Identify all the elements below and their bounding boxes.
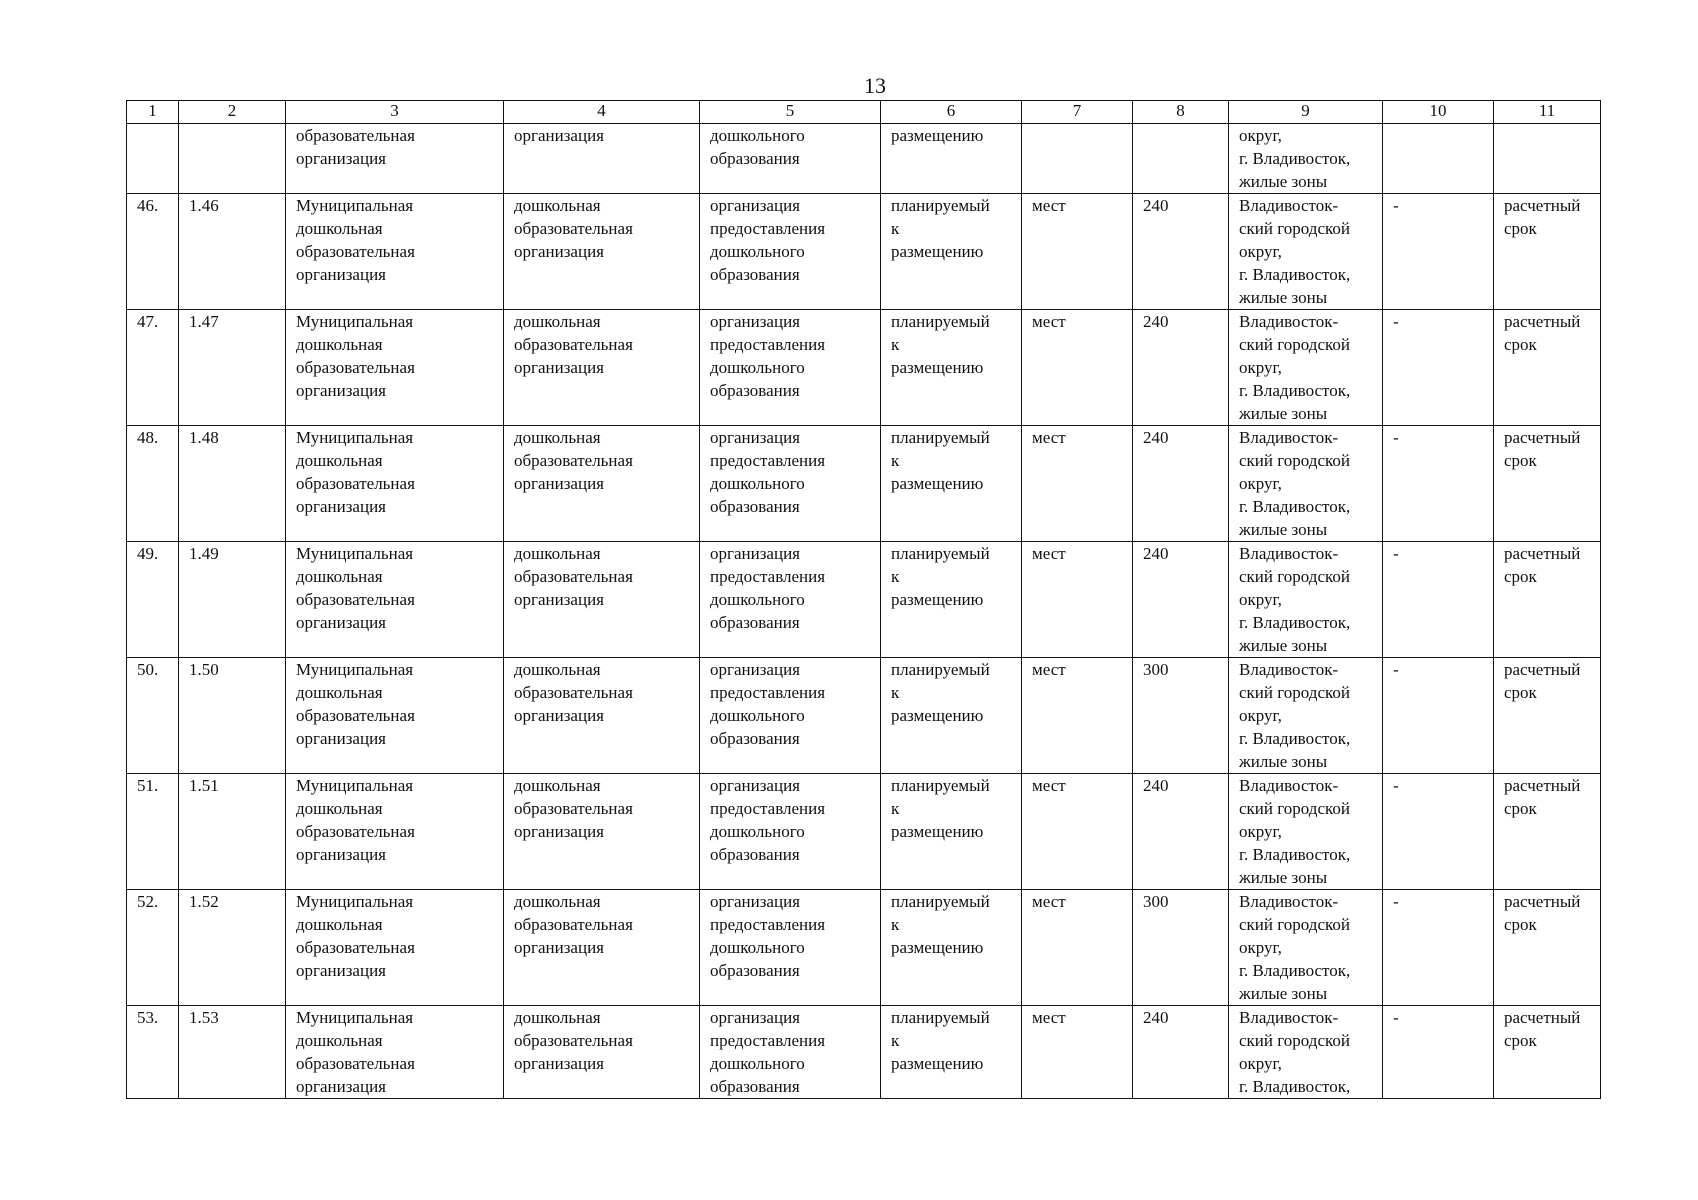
cell-line: срок (1504, 335, 1537, 354)
cell-line: планируемый (891, 196, 990, 215)
cell-line: организация (514, 938, 604, 957)
cell-capacity: 240 (1133, 426, 1229, 542)
cell-line: жилые зоны (1239, 984, 1328, 1003)
cell-line: образовательная (296, 706, 415, 725)
cell-line: расчетный (1504, 892, 1581, 911)
cell-line: к (891, 683, 900, 702)
cell-line: округ, (1239, 822, 1282, 841)
cell-term (1494, 1006, 1601, 1099)
cell-line: организация (514, 474, 604, 493)
cell-line: срок (1504, 567, 1537, 586)
cell-line: к (891, 1031, 900, 1050)
cell-col11 (1494, 124, 1601, 194)
cell-location (1229, 542, 1383, 658)
table-row (127, 426, 1601, 542)
cell-line: организация (514, 126, 604, 145)
cell-line: дошкольного (710, 242, 805, 261)
cell-term (1494, 194, 1601, 310)
cell-line: организация (296, 1077, 386, 1096)
cell-line: к (891, 219, 900, 238)
cell-unit: мест (1022, 310, 1133, 426)
cell-name (286, 542, 504, 658)
cell-line: образовательная (296, 242, 415, 261)
cell-line: организация (296, 729, 386, 748)
cell-line: г. Владивосток, (1239, 149, 1351, 168)
cell-line: организация (296, 265, 386, 284)
cell-line: организация (296, 149, 386, 168)
cell-line: организация (710, 196, 800, 215)
cell-line: дошкольная (514, 1008, 601, 1027)
header-cell: 9 (1229, 101, 1383, 124)
cell-code: 1.52 (179, 890, 286, 1006)
cell-zone: - (1383, 542, 1494, 658)
cell-line: предоставления (710, 799, 826, 818)
header-cell: 4 (504, 101, 700, 124)
cell-num: 47. (127, 310, 179, 426)
cell-col10 (1383, 124, 1494, 194)
cell-line: планируемый (891, 428, 990, 447)
cell-term (1494, 658, 1601, 774)
cell-col8 (1133, 124, 1229, 194)
cell-line: образования (710, 1077, 800, 1096)
cell-line: образования (710, 961, 800, 980)
cell-line: размещению (891, 1054, 984, 1073)
cell-code: 1.46 (179, 194, 286, 310)
cell-line: дошкольная (296, 915, 383, 934)
cell-term (1494, 426, 1601, 542)
cell-num: 52. (127, 890, 179, 1006)
cell-line: организация (296, 497, 386, 516)
cell-line: срок (1504, 915, 1537, 934)
cell-line: Муниципальная (296, 1008, 414, 1027)
cell-name (286, 194, 504, 310)
cell-status (881, 194, 1022, 310)
cell-line: расчетный (1504, 776, 1581, 795)
cell-status (881, 426, 1022, 542)
cell-line: Муниципальная (296, 544, 414, 563)
cell-capacity: 240 (1133, 194, 1229, 310)
cell-line: округ, (1239, 126, 1282, 145)
cell-line: образовательная (514, 799, 633, 818)
cell-zone: - (1383, 1006, 1494, 1099)
cell-unit: мест (1022, 194, 1133, 310)
cell-line: планируемый (891, 660, 990, 679)
cell-line: организация (296, 613, 386, 632)
cell-location (1229, 774, 1383, 890)
cell-line: к (891, 915, 900, 934)
cell-capacity: 240 (1133, 542, 1229, 658)
cell-line: образования (710, 497, 800, 516)
cell-line: организация (514, 590, 604, 609)
cell-purpose (700, 1006, 881, 1099)
cell-name (286, 1006, 504, 1099)
cell-line: дошкольного (710, 706, 805, 725)
cell-line: размещению (891, 590, 984, 609)
cell-unit: мест (1022, 426, 1133, 542)
cell-line: предоставления (710, 219, 826, 238)
cell-zone: - (1383, 194, 1494, 310)
cell-line: дошкольного (710, 126, 805, 145)
cell-line: планируемый (891, 1008, 990, 1027)
cell-zone: - (1383, 890, 1494, 1006)
cell-line: образовательная (514, 1031, 633, 1050)
cell-line: образовательная (296, 358, 415, 377)
header-cell: 3 (286, 101, 504, 124)
cell-purpose (700, 542, 881, 658)
cell-line: размещению (891, 126, 984, 145)
cell-name (286, 426, 504, 542)
cell-line: образовательная (514, 567, 633, 586)
cell-line: Владивосток- (1239, 892, 1339, 911)
cell-zone: - (1383, 426, 1494, 542)
cell-unit: мест (1022, 658, 1133, 774)
cell-line: расчетный (1504, 544, 1581, 563)
cell-line: размещению (891, 938, 984, 957)
cell-type (504, 1006, 700, 1099)
cell-line: организация (710, 312, 800, 331)
cell-line: дошкольная (514, 544, 601, 563)
cell-line: округ, (1239, 1054, 1282, 1073)
cell-line: размещению (891, 822, 984, 841)
cell-line: предоставления (710, 335, 826, 354)
cell-term (1494, 542, 1601, 658)
cell-line: организация (710, 660, 800, 679)
cell-zone: - (1383, 774, 1494, 890)
cell-line: расчетный (1504, 660, 1581, 679)
cell-line: дошкольная (514, 312, 601, 331)
cell-line: срок (1504, 219, 1537, 238)
cell-line: Владивосток- (1239, 776, 1339, 795)
cell-line: жилые зоны (1239, 636, 1328, 655)
cell-type (504, 194, 700, 310)
cell-line: планируемый (891, 544, 990, 563)
cell-line: организация (710, 1008, 800, 1027)
cell-line: жилые зоны (1239, 172, 1328, 191)
cell-line: Муниципальная (296, 776, 414, 795)
cell-line: дошкольная (514, 892, 601, 911)
cell-line: округ, (1239, 358, 1282, 377)
cell-line: образования (710, 729, 800, 748)
cell-line: дошкольного (710, 358, 805, 377)
cell-num: 50. (127, 658, 179, 774)
cell-term (1494, 310, 1601, 426)
cell-location (1229, 1006, 1383, 1099)
cell-line: Муниципальная (296, 660, 414, 679)
cell-col4 (504, 124, 700, 194)
cell-zone: - (1383, 310, 1494, 426)
cell-line: образовательная (514, 219, 633, 238)
cell-col9 (1229, 124, 1383, 194)
table-body (127, 101, 1601, 1099)
cell-line: Владивосток- (1239, 196, 1339, 215)
cell-line: планируемый (891, 892, 990, 911)
cell-line: образовательная (296, 474, 415, 493)
cell-line: ский городской (1239, 219, 1350, 238)
cell-line: г. Владивосток, (1239, 1077, 1351, 1096)
cell-status (881, 310, 1022, 426)
cell-line: жилые зоны (1239, 520, 1328, 539)
cell-line: округ, (1239, 590, 1282, 609)
cell-name (286, 658, 504, 774)
cell-line: жилые зоны (1239, 288, 1328, 307)
cell-line: образовательная (514, 915, 633, 934)
cell-col6 (881, 124, 1022, 194)
cell-line: дошкольного (710, 474, 805, 493)
table-row (127, 890, 1601, 1006)
cell-line: дошкольная (514, 428, 601, 447)
cell-line: Муниципальная (296, 196, 414, 215)
cell-code: 1.53 (179, 1006, 286, 1099)
cell-location (1229, 890, 1383, 1006)
cell-code: 1.47 (179, 310, 286, 426)
cell-line: расчетный (1504, 428, 1581, 447)
cell-line: предоставления (710, 915, 826, 934)
cell-line: организация (710, 892, 800, 911)
cell-num: 51. (127, 774, 179, 890)
cell-type (504, 426, 700, 542)
cell-line: округ, (1239, 242, 1282, 261)
header-cell: 1 (127, 101, 179, 124)
cell-line: ский городской (1239, 915, 1350, 934)
cell-line: размещению (891, 706, 984, 725)
cell-line: г. Владивосток, (1239, 845, 1351, 864)
cell-line: жилые зоны (1239, 868, 1328, 887)
cell-line: ский городской (1239, 799, 1350, 818)
cell-line: образовательная (296, 1054, 415, 1073)
cell-line: округ, (1239, 474, 1282, 493)
cell-line: к (891, 335, 900, 354)
cell-line: образования (710, 845, 800, 864)
table-row (127, 542, 1601, 658)
cell-line: организация (296, 845, 386, 864)
cell-line: дошкольная (296, 567, 383, 586)
cell-line: дошкольная (296, 799, 383, 818)
cell-line: организация (710, 544, 800, 563)
header-cell: 7 (1022, 101, 1133, 124)
cell-line: организация (296, 961, 386, 980)
cell-line: жилые зоны (1239, 404, 1328, 423)
cell-location (1229, 310, 1383, 426)
cell-status (881, 1006, 1022, 1099)
cell-line: г. Владивосток, (1239, 729, 1351, 748)
cell-unit: мест (1022, 1006, 1133, 1099)
cell-line: г. Владивосток, (1239, 613, 1351, 632)
cell-line: Владивосток- (1239, 660, 1339, 679)
cell-line: ский городской (1239, 335, 1350, 354)
cell-col2 (179, 124, 286, 194)
table-row (127, 310, 1601, 426)
cell-num: 53. (127, 1006, 179, 1099)
cell-purpose (700, 774, 881, 890)
cell-code: 1.48 (179, 426, 286, 542)
cell-purpose (700, 194, 881, 310)
cell-line: срок (1504, 683, 1537, 702)
table-row (127, 194, 1601, 310)
cell-code: 1.49 (179, 542, 286, 658)
cell-location (1229, 426, 1383, 542)
cell-line: организация (710, 776, 800, 795)
cell-line: образовательная (296, 938, 415, 957)
cell-line: дошкольная (296, 683, 383, 702)
cell-capacity: 300 (1133, 890, 1229, 1006)
cell-line: образования (710, 265, 800, 284)
cell-code: 1.50 (179, 658, 286, 774)
cell-line: к (891, 567, 900, 586)
cell-purpose (700, 426, 881, 542)
cell-status (881, 658, 1022, 774)
cell-line: дошкольная (296, 1031, 383, 1050)
cell-line: расчетный (1504, 196, 1581, 215)
cell-capacity: 240 (1133, 1006, 1229, 1099)
cell-line: Владивосток- (1239, 312, 1339, 331)
cell-purpose (700, 310, 881, 426)
cell-line: организация (514, 706, 604, 725)
cell-line: организация (514, 822, 604, 841)
cell-col1 (127, 124, 179, 194)
cell-line: образовательная (296, 590, 415, 609)
cell-line: образования (710, 381, 800, 400)
cell-line: г. Владивосток, (1239, 265, 1351, 284)
cell-line: образовательная (514, 335, 633, 354)
cell-line: дошкольного (710, 822, 805, 841)
cell-line: организация (514, 1054, 604, 1073)
cell-line: округ, (1239, 706, 1282, 725)
table-row-continuation (127, 124, 1601, 194)
cell-purpose (700, 658, 881, 774)
cell-col5 (700, 124, 881, 194)
cell-num: 48. (127, 426, 179, 542)
cell-line: дошкольная (296, 451, 383, 470)
cell-location (1229, 658, 1383, 774)
table-row (127, 1006, 1601, 1099)
cell-num: 49. (127, 542, 179, 658)
cell-line: образовательная (296, 126, 415, 145)
cell-line: размещению (891, 358, 984, 377)
cell-line: организация (514, 358, 604, 377)
cell-type (504, 658, 700, 774)
cell-term (1494, 890, 1601, 1006)
cell-line: срок (1504, 1031, 1537, 1050)
cell-type (504, 774, 700, 890)
cell-line: дошкольная (296, 219, 383, 238)
cell-line: планируемый (891, 312, 990, 331)
cell-line: г. Владивосток, (1239, 961, 1351, 980)
cell-name (286, 774, 504, 890)
cell-status (881, 890, 1022, 1006)
cell-num: 46. (127, 194, 179, 310)
cell-line: округ, (1239, 938, 1282, 957)
cell-line: Муниципальная (296, 312, 414, 331)
cell-name (286, 310, 504, 426)
page-number: 13 (864, 73, 886, 98)
cell-line: срок (1504, 451, 1537, 470)
cell-line: дошкольного (710, 1054, 805, 1073)
cell-line: дошкольного (710, 938, 805, 957)
cell-line: организация (710, 428, 800, 447)
cell-line: расчетный (1504, 1008, 1581, 1027)
header-cell: 6 (881, 101, 1022, 124)
cell-line: жилые зоны (1239, 752, 1328, 771)
cell-line: дошкольного (710, 590, 805, 609)
data-table (126, 100, 1601, 1099)
cell-line: дошкольная (514, 660, 601, 679)
cell-line: г. Владивосток, (1239, 381, 1351, 400)
cell-line: дошкольная (514, 776, 601, 795)
cell-status (881, 774, 1022, 890)
cell-unit: мест (1022, 542, 1133, 658)
cell-unit: мест (1022, 890, 1133, 1006)
cell-line: размещению (891, 242, 984, 261)
cell-type (504, 310, 700, 426)
cell-line: ский городской (1239, 1031, 1350, 1050)
cell-col7 (1022, 124, 1133, 194)
cell-line: ский городской (1239, 451, 1350, 470)
cell-line: образовательная (514, 451, 633, 470)
cell-col3 (286, 124, 504, 194)
cell-name (286, 890, 504, 1006)
cell-purpose (700, 890, 881, 1006)
header-cell: 11 (1494, 101, 1601, 124)
cell-line: Владивосток- (1239, 544, 1339, 563)
cell-line: г. Владивосток, (1239, 497, 1351, 516)
table-row (127, 774, 1601, 890)
cell-unit: мест (1022, 774, 1133, 890)
cell-line: к (891, 451, 900, 470)
cell-line: образовательная (514, 683, 633, 702)
cell-line: Владивосток- (1239, 1008, 1339, 1027)
table-row (127, 658, 1601, 774)
header-row (127, 101, 1601, 124)
cell-line: ский городской (1239, 683, 1350, 702)
cell-status (881, 542, 1022, 658)
cell-line: предоставления (710, 1031, 826, 1050)
cell-line: организация (296, 381, 386, 400)
cell-location (1229, 194, 1383, 310)
cell-line: дошкольная (296, 335, 383, 354)
header-cell: 10 (1383, 101, 1494, 124)
cell-line: Муниципальная (296, 428, 414, 447)
cell-capacity: 300 (1133, 658, 1229, 774)
cell-line: к (891, 799, 900, 818)
cell-line: Муниципальная (296, 892, 414, 911)
cell-line: образовательная (296, 822, 415, 841)
cell-line: ский городской (1239, 567, 1350, 586)
cell-type (504, 890, 700, 1006)
header-cell: 8 (1133, 101, 1229, 124)
cell-line: предоставления (710, 567, 826, 586)
cell-line: предоставления (710, 683, 826, 702)
cell-zone: - (1383, 658, 1494, 774)
cell-line: размещению (891, 474, 984, 493)
cell-capacity: 240 (1133, 774, 1229, 890)
cell-line: срок (1504, 799, 1537, 818)
header-cell: 2 (179, 101, 286, 124)
cell-code: 1.51 (179, 774, 286, 890)
cell-type (504, 542, 700, 658)
cell-line: образования (710, 149, 800, 168)
cell-line: предоставления (710, 451, 826, 470)
cell-line: планируемый (891, 776, 990, 795)
header-cell: 5 (700, 101, 881, 124)
cell-line: организация (514, 242, 604, 261)
cell-line: расчетный (1504, 312, 1581, 331)
cell-capacity: 240 (1133, 310, 1229, 426)
cell-line: Владивосток- (1239, 428, 1339, 447)
cell-line: дошкольная (514, 196, 601, 215)
cell-term (1494, 774, 1601, 890)
cell-line: образования (710, 613, 800, 632)
